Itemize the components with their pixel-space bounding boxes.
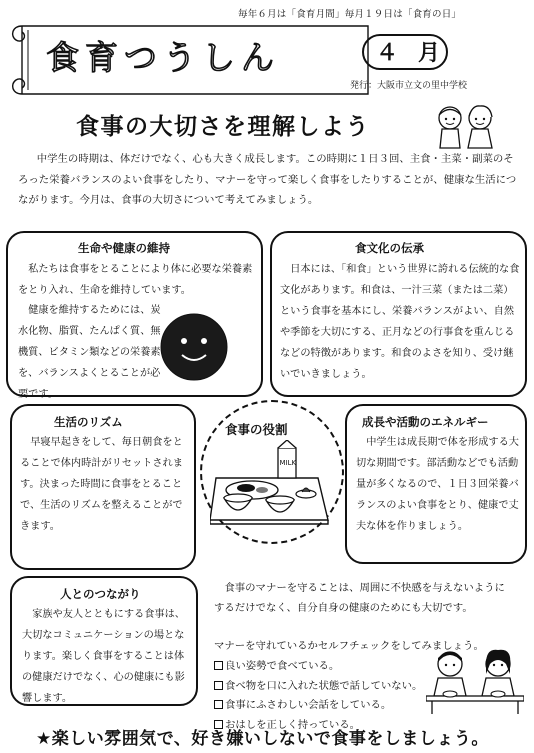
publisher: 発行：大阪市立文の里中学校 bbox=[350, 81, 468, 91]
section-energy-text: 中学生は成長期で体を形成する大切な期間です。部活動などでも活動量が多くなるので、１日３回栄養バランスのよい食事をとり、健康で丈夫な体を作りましょう。 bbox=[356, 437, 519, 532]
manners-paragraph: 食事のマナーを守ることは、周囲に不快感を与えないようにするだけでなく、自分自身の健康のためにも大切です。 bbox=[214, 582, 505, 614]
top-note: 毎年６月は「食育月間」毎月１９日は「食育の日」 bbox=[238, 9, 462, 20]
section-rhythm-text: 早寝早起きをして、毎日朝食をとることで体内時計がリセットされます。決まった時間に食事をとることで、生活のリズムを整えることができます。 bbox=[20, 437, 183, 532]
month-label: 月 bbox=[418, 40, 441, 66]
children-illustration bbox=[432, 102, 500, 150]
main-heading: 食事の大切さを理解しよう bbox=[76, 114, 370, 140]
footer-slogan: ★楽しい雰囲気で、好き嫌いしないで食事をしましょう。 bbox=[36, 729, 489, 749]
checklist-item: 良い姿勢で食べている。 bbox=[214, 657, 422, 677]
month-number: ４ bbox=[376, 40, 399, 66]
character-illustration bbox=[160, 307, 228, 389]
checklist-item: 食べ物を口に入れた状態で話していない。 bbox=[214, 677, 422, 697]
intro-paragraph: 中学生の時期は、体だけでなく、心も大きく成長します。この時期に１日３回、主食・主菜・副菜のそろった栄養バランスのよい食事をしたり、マナーを守って楽しく食事をしたりすることが、健康な生活につながります。今月は、食事の大切さについて考えてみましょう。 bbox=[18, 153, 517, 206]
section-culture-text: 日本には、「和食」という世界に誇れる伝統的な食文化があります。和食は、一汁三菜（または二菜）という食事を基本にし、栄養バランスがよい、自然や季節を大切にする、正月などの行事食を重んじるなどの特徴があります。和食のよさを知り、受け継いでいきましょう。 bbox=[280, 264, 520, 380]
section-health-text-2: 健康を維持するためには、炭水化物、脂質、たんぱく質、無機質、ビタミン類などの栄養素を、バランスよくとることが必要です。 bbox=[18, 305, 161, 400]
section-rhythm-title: 生活のリズム bbox=[54, 415, 123, 429]
role-title: 食事の役割 bbox=[225, 422, 288, 437]
checklist-item: 食事にふさわしい会話をしている。 bbox=[214, 696, 422, 716]
section-culture-title: 食文化の伝承 bbox=[355, 241, 424, 255]
section-people-text: 家族や友人とともにする食事は、大切なコミュニケーションの場となります。楽しく食事をすることは体の健康だけでなく、心の健康にも影響します。 bbox=[22, 609, 185, 704]
meal-tray-illustration bbox=[210, 440, 336, 532]
checklist-lead: マナーを守れているかセルフチェックをしてみましょう。 bbox=[214, 640, 484, 652]
section-health-title: 生命や健康の維持 bbox=[78, 241, 170, 255]
checkbox-icon bbox=[214, 661, 223, 670]
section-energy-title: 成長や活動のエネルギー bbox=[362, 415, 489, 429]
checklist-item: おはしを正しく持っている。 bbox=[214, 716, 422, 736]
section-health-text-1: 私たちは食事をとることにより体に必要な栄養素をとり入れ、生命を維持しています。 bbox=[18, 264, 253, 296]
newsletter-title: 食育つうしん bbox=[46, 38, 280, 77]
checkbox-icon bbox=[214, 681, 223, 690]
children-eating-illustration bbox=[426, 648, 524, 714]
section-people-title: 人とのつながり bbox=[60, 587, 141, 601]
checkbox-icon bbox=[214, 700, 223, 709]
milk-label: MILK bbox=[279, 459, 297, 467]
